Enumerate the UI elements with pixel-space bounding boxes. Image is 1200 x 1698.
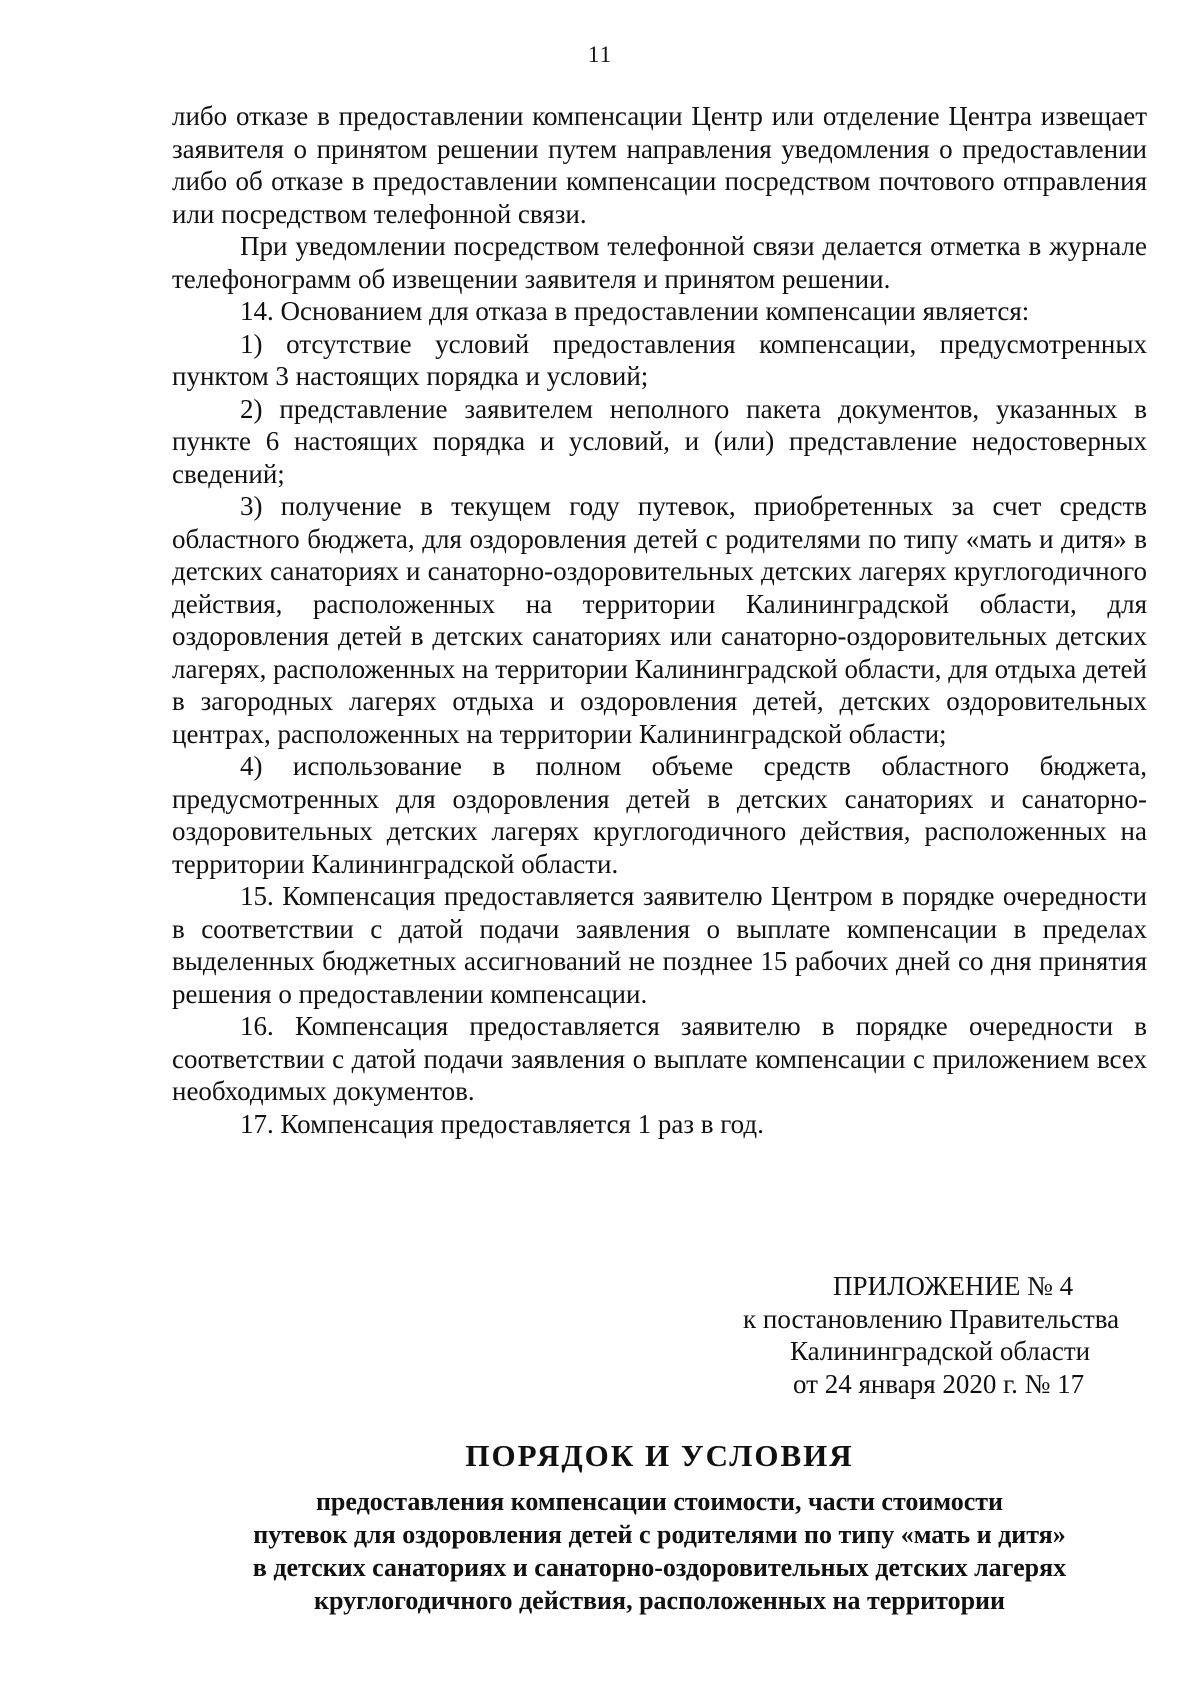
subtitle-line: в детских санаториях и санаторно-оздоровительных детских лагерях [252,1553,1067,1582]
paragraph-14-item-1: 1) отсутствие условий предоставления компенсации, предусмотренных пунктом 3 настоящих порядка и условий; [172,328,1147,391]
section-subtitle [172,1485,1147,1617]
appendix-region-line: Калининградской области [790,1336,1091,1366]
body-text [172,100,1147,1140]
paragraph-14-heading: 14. Основанием для отказа в предоставлении компенсации является: [240,296,1030,326]
paragraph-14-item-4: 4) использование в полном объеме средств областного бюджета, предусмотренных для оздоровления детей в детских санаториях и санаторно-оздоровительных детских лагерях круглогодичного действия, расположенных на территории Калининградской области. [172,751,1147,879]
paragraph-continuation: либо отказе в предоставлении компенсации Центр или отделение Центра извещает заявителя о принятом решении путем направления уведомления о предоставлении либо об отказе в предоставлении компенсации посредством почтового отправления или посредством телефонной связи. [172,101,1147,229]
paragraph-14-item-2: 2) представление заявителем неполного пакета документов, указанных в пункте 6 настоящих порядка и условий, и (или) представление недостоверных сведений; [172,393,1147,489]
paragraph-15: 15. Компенсация предоставляется заявителю Центром в порядке очередности в соответствии с датой подачи заявления о выплате компенсации в пределах выделенных бюджетных ассигнований не позднее 15 рабочих дней со дня принятия решения о предоставлении компенсации. [172,881,1147,1009]
subtitle-line: путевок для оздоровления детей с родителями по типу «мать и дитя» [253,1520,1066,1549]
appendix-decree-line: к постановлению Правительства [743,1303,1120,1334]
section-title: ПОРЯДОК И УСЛОВИЯ [465,1438,854,1473]
paragraph-17: 17. Компенсация предоставляется 1 раз в год. [240,1108,764,1139]
paragraph-phone-notification: При уведомлении посредством телефонной связи делается отметка в журнале телефонограмм об извещении заявителя и принятом решении. [172,231,1147,294]
page-number: 11 [587,42,613,67]
subtitle-line: круглогодичного действия, расположенных на территории [313,1586,1006,1615]
appendix-date-line: от 24 января 2020 г. № 17 [793,1368,1085,1399]
subtitle-line: предоставления компенсации стоимости, части стоимости [315,1487,1004,1516]
appendix-title: ПРИЛОЖЕНИЕ № 4 [833,1271,1074,1301]
paragraph-16: 16. Компенсация предоставляется заявителю в порядке очередности в соответствии с датой подачи заявления о выплате компенсации с приложением всех необходимых документов. [172,1011,1147,1106]
appendix-header [650,1270,1150,1400]
paragraph-14-item-3: 3) получение в текущем году путевок, приобретенных за счет средств областного бюджета, для оздоровления детей с родителями по типу «мать и дитя» в детских санаториях и санаторно-оздоровительных детских лагерях круглогодичного действия, расположенных на территории Калининградской области, для оздоровления детей в детских санаториях или санаторно-оздоровительных детских лагерях, расположенных на территории Калининградской области, для отдыха детей в загородных лагерях отдыха и оздоровления детей, детских оздоровительных центрах, расположенных на территории Калининградской области; [172,491,1147,749]
